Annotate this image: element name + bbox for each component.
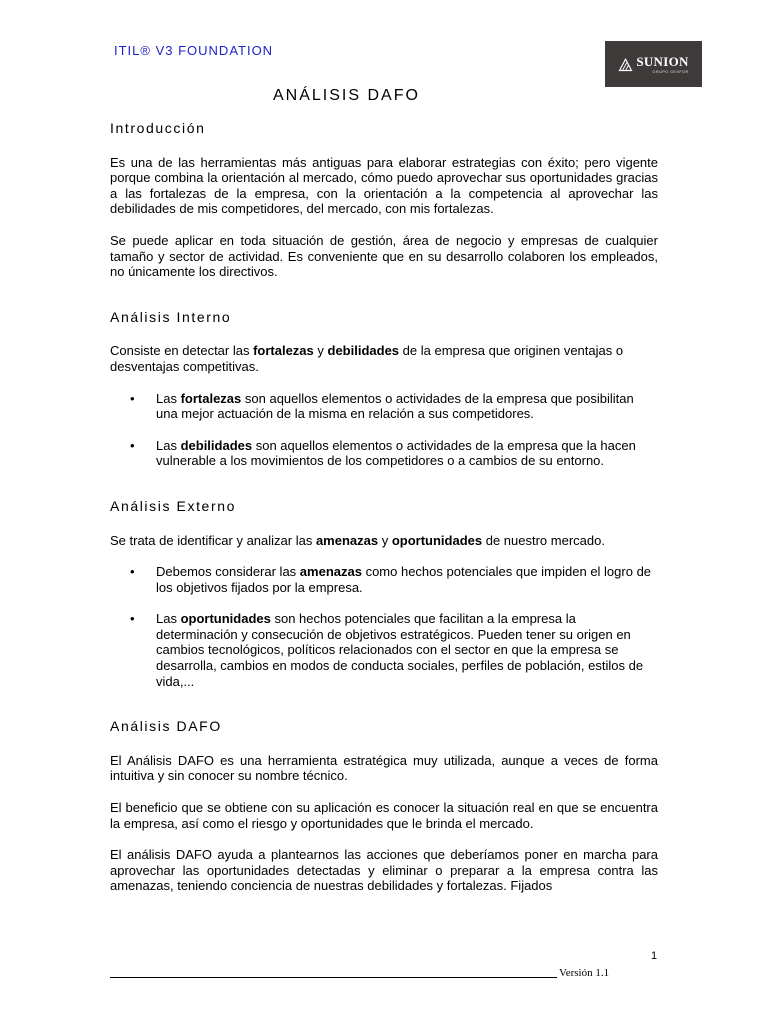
bullet-glyph: • <box>130 390 135 406</box>
document-body <box>110 121 658 910</box>
sunion-triangle-icon <box>618 57 633 72</box>
company-logo <box>605 41 702 87</box>
document-title: ANÁLISIS DAFO <box>273 87 420 104</box>
list-item: • Las fortalezas son aquellos elementos o actividades de la empresa que posibilitan una mejor actuación de la misma en relación a sus competidores. <box>130 390 634 422</box>
bullet-glyph: • <box>130 437 135 453</box>
section-heading-analisis-interno: Análisis Interno <box>110 308 232 325</box>
bullet-glyph: • <box>130 611 135 627</box>
paragraph: El beneficio que se obtiene con su aplicación es conocer la situación real en que se encuentra la empresa, así como el riesgo y oportunidades que le brinda el mercado. <box>110 800 658 831</box>
bullet-list <box>110 564 658 689</box>
list-item: • Las debilidades son aquellos elementos o actividades de la empresa que la hacen vulnerable a los movimientos de los competidores o a cambios de su entorno. <box>130 437 636 469</box>
paragraph: Se trata de identificar y analizar las amenazas y oportunidades de nuestro mercado. <box>110 532 605 548</box>
logo-subtext: GRUPO GESFOR <box>652 68 689 74</box>
footer-divider <box>110 977 557 978</box>
page-number: 1 <box>651 950 658 962</box>
list-item: • Debemos considerar las amenazas como hechos potenciales que impiden el logro de los objetivos fijados por la empresa. <box>130 564 652 595</box>
bullet-glyph: • <box>130 564 135 580</box>
header-title: ITIL® V3 FOUNDATION <box>114 43 274 58</box>
paragraph: El Análisis DAFO es una herramienta estratégica muy utilizada, aunque a veces de forma intuitiva y sin conocer su nombre técnico. <box>110 752 658 784</box>
paragraph: Consiste en detectar las fortalezas y debilidades de la empresa que originen ventajas o desventajas competitivas. <box>110 343 624 374</box>
paragraph: Se puede aplicar en toda situación de gestión, área de negocio y empresas de cualquier tamaño y sector de actividad. Es conveniente que en su desarrollo colaboren los empleados, no únicamente los directivos. <box>110 232 658 280</box>
bullet-list <box>110 391 658 469</box>
section-heading-analisis-externo: Análisis Externo <box>110 497 236 514</box>
section-heading-analisis-dafo: Análisis DAFO <box>110 718 222 735</box>
logo-text: SUNION <box>636 53 689 69</box>
list-item: • Las oportunidades son hechos potenciales que facilitan a la empresa la determinación y consecución de objetivos estratégicos. Pueden tener su origen en cambios tecnológicos, políticos relacionados con el sector en que la empresa se desarrolla, cambios en modos de conducta sociales, perfiles de población, estilos de vida,... <box>130 611 644 689</box>
paragraph: Es una de las herramientas más antiguas para elaborar estrategias con éxito; pero vigente porque combina la orientación al mercado, cómo puedo aprovechar sus oportunidades gracias a las fortalezas de la empresa, con la orientación a la competencia al aprovechar las debilidades de mis competidores, del mercado, con mis fortalezas. <box>110 154 658 217</box>
paragraph: El análisis DAFO ayuda a plantearnos las acciones que deberíamos poner en marcha para aprovechar las oportunidades detectadas y eliminar o preparar a la empresa contra las amenazas, teniendo conciencia de nuestras debilidades y fortalezas. Fijados <box>110 847 658 894</box>
section-heading-introduccion: Introducción <box>110 120 206 136</box>
footer-version: Versión 1.1 <box>559 967 610 979</box>
